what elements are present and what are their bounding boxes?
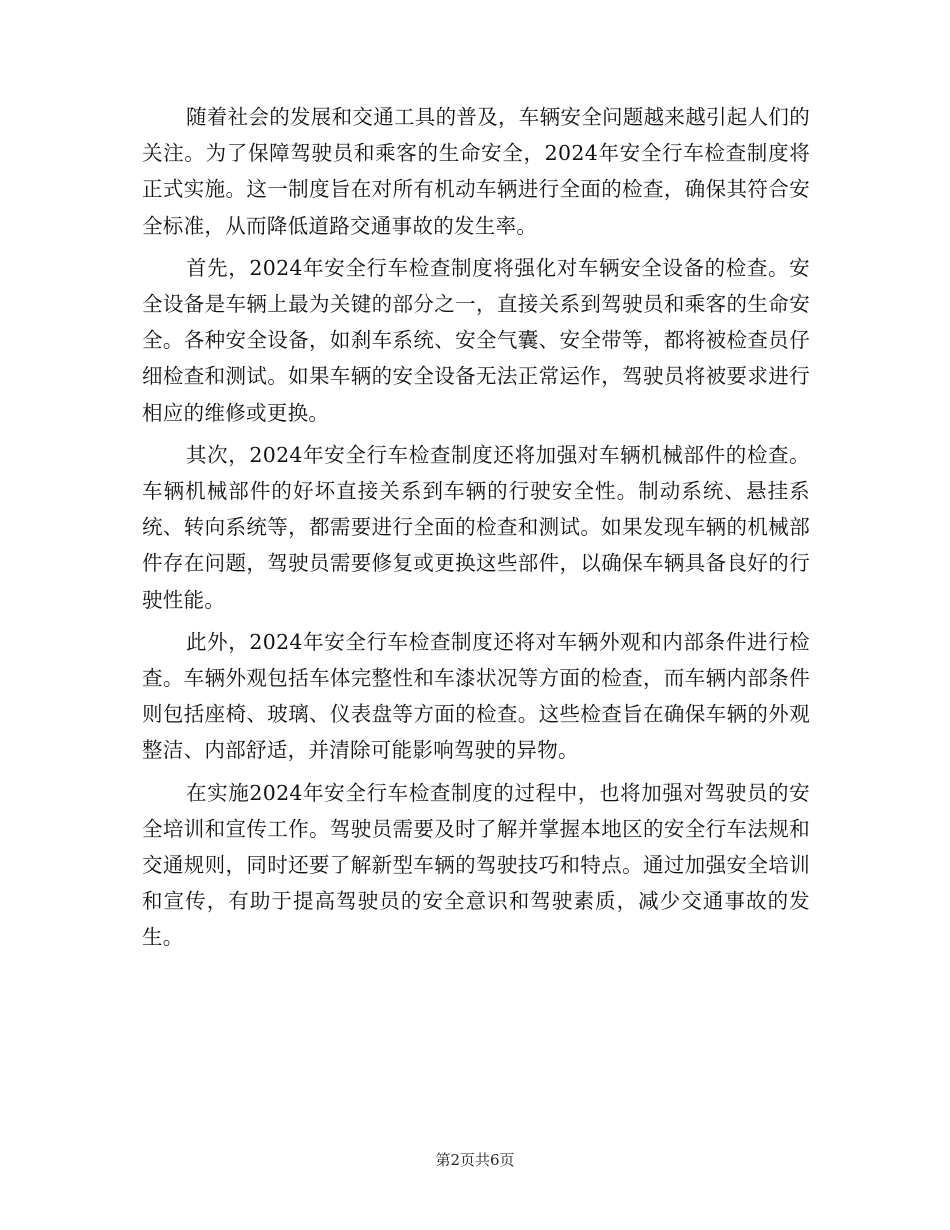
page-number-footer: 第2页共6页	[435, 1151, 515, 1169]
paragraph-exterior-interior: 此外，2024年安全行车检查制度还将对车辆外观和内部条件进行检查。车辆外观包括车体完整性和车漆状况等方面的检查，而车辆内部条件则包括座椅、玻璃、仪表盘等方面的检查。这些检查旨在确保车辆的外观整洁、内部舒适，并清除可能影响驾驶的异物。	[142, 629, 810, 763]
document-body	[142, 99, 810, 962]
paragraph-mechanical-parts: 其次，2024年安全行车检查制度还将加强对车辆机械部件的检查。车辆机械部件的好坏直接关系到车辆的行驶安全性。制动系统、悬挂系统、转向系统等，都需要进行全面的检查和测试。如果发现车辆的机械部件存在问题，驾驶员需要修复或更换这些部件，以确保车辆具备良好的行驶性能。	[142, 442, 810, 612]
paragraph-safety-equipment: 首先，2024年安全行车检查制度将强化对车辆安全设备的检查。安全设备是车辆上最为关键的部分之一，直接关系到驾驶员和乘客的生命安全。各种安全设备，如刹车系统、安全气囊、安全带等，都将被检查员仔细检查和测试。如果车辆的安全设备无法正常运作，驾驶员将被要求进行相应的维修或更换。	[142, 255, 810, 425]
paragraph-driver-training: 在实施2024年安全行车检查制度的过程中，也将加强对驾驶员的安全培训和宣传工作。驾驶员需要及时了解并掌握本地区的安全行车法规和交通规则，同时还要了解新型车辆的驾驶技巧和特点。通过加强安全培训和宣传，有助于提高驾驶员的安全意识和驾驶素质，减少交通事故的发生。	[142, 780, 810, 950]
paragraph-intro: 随着社会的发展和交通工具的普及，车辆安全问题越来越引起人们的关注。为了保障驾驶员和乘客的生命安全，2024年安全行车检查制度将正式实施。这一制度旨在对所有机动车辆进行全面的检查，确保其符合安全标准，从而降低道路交通事故的发生率。	[142, 105, 810, 238]
